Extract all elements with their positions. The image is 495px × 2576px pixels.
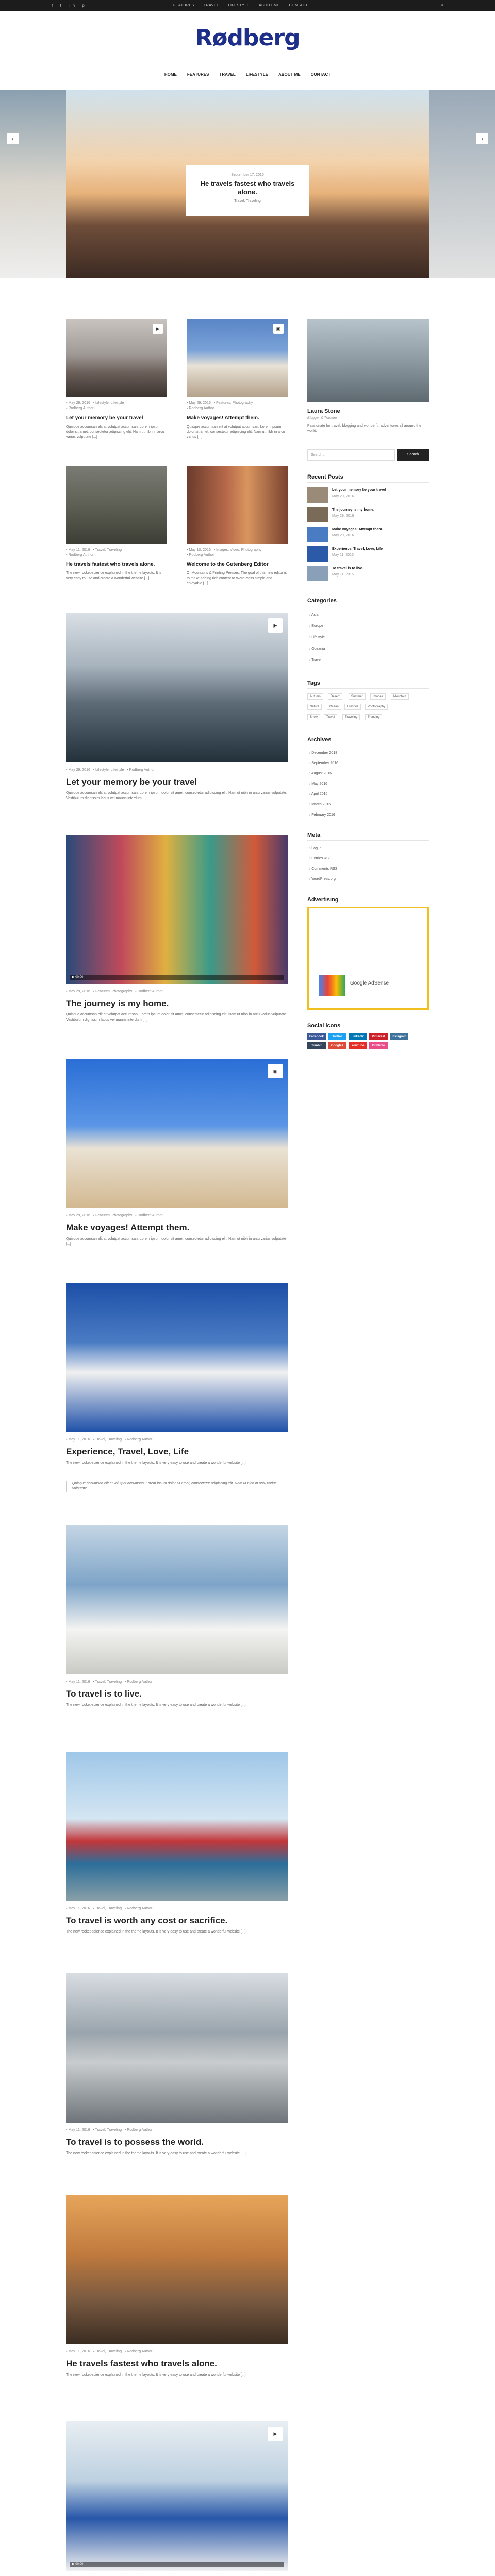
recent-title[interactable]: Let your memory be your travel xyxy=(332,488,386,492)
slide-date: September 17, 2016 xyxy=(231,173,264,177)
post-meta: ▪ May 11, 2016 ▪ Travel, Traveling ▪ Rodberg Author xyxy=(66,548,122,557)
widget-title-advertising: Advertising xyxy=(307,896,339,903)
nav-item[interactable]: HOME xyxy=(164,72,177,77)
tag-link[interactable]: Lifestyle xyxy=(344,704,361,710)
slider-next-arrow-icon[interactable]: › xyxy=(476,133,488,144)
recent-title[interactable]: To travel is to live. xyxy=(332,567,364,570)
post-author[interactable]: Rodberg Author xyxy=(137,1214,163,1217)
post-excerpt: Quisque accumsan elit at volutpat accumsan. Lorem ipsum dolor sit amet, consectetur adipiscing elit. Nam ut nibh in arcu varius [...] xyxy=(187,425,285,439)
archive-link[interactable]: › February 2016 xyxy=(309,813,335,817)
meta-link[interactable]: › Log in xyxy=(309,846,322,850)
ad-logo-icon xyxy=(319,975,345,996)
post-video[interactable] xyxy=(66,2421,288,2571)
author-photo xyxy=(307,319,429,402)
post-category[interactable]: Features, Photography xyxy=(95,990,133,993)
nav-item[interactable]: FEATURES xyxy=(187,72,209,77)
video-icon: ▶ xyxy=(268,2427,283,2441)
post-excerpt: The new rocket-science explained in the theme layouts. It is very easy to use and create a wonderful website [...] xyxy=(66,1461,246,1465)
dribbble-button[interactable]: Dribbble xyxy=(369,1042,388,1049)
post-meta: ▪ May 29, 2016 ▪ Lifestyle, Lifestyle ▪ Rodberg Author xyxy=(66,401,124,410)
post-thumbnail[interactable] xyxy=(66,613,288,762)
tag-link[interactable]: Snow xyxy=(307,714,320,720)
widget-title-tags: Tags xyxy=(307,680,320,686)
tag-link[interactable]: Nature xyxy=(307,704,322,710)
post-meta: ▪ May 11, 2016 ▪ Travel, Traveling ▪ Rodberg Author xyxy=(66,1907,153,1910)
youtube-button[interactable]: YouTube xyxy=(349,1042,367,1049)
facebook-button[interactable]: Facebook xyxy=(307,1033,326,1040)
post-excerpt: Quisque accumsan elit at volutpat accumsan. Lorem ipsum dolor sit amet, consectetur adipiscing elit. Nam ut nibh in arcu varius vulputate [...] xyxy=(66,1237,286,1246)
post-thumbnail[interactable] xyxy=(66,319,167,397)
twitter-button[interactable]: Twitter xyxy=(328,1033,346,1040)
sidebar-search-button[interactable]: Search xyxy=(397,449,429,461)
tag-link[interactable]: Traveling xyxy=(342,714,360,720)
post-excerpt: The new rocket-science explained in the theme layouts. It is very easy to use and create a wonderful website [...] xyxy=(66,571,162,580)
nav-item[interactable]: ABOUT ME xyxy=(278,72,301,77)
post-title[interactable]: Welcome to the Gutenberg Editor xyxy=(187,562,269,567)
video-controls[interactable]: ▶ 00:00 xyxy=(70,975,284,980)
post-meta: ▪ May 11, 2016 ▪ Travel, Traveling ▪ Rodberg Author xyxy=(66,2350,153,2353)
post-author[interactable]: Rodberg Author xyxy=(68,553,94,557)
archive-link[interactable]: › December 2018 xyxy=(309,751,338,755)
post-author[interactable]: Rodberg Author xyxy=(127,1907,153,1910)
post-thumbnail[interactable] xyxy=(66,466,167,544)
archive-link[interactable]: › September 2016 xyxy=(309,761,339,765)
recent-thumb[interactable] xyxy=(307,487,328,503)
main-nav xyxy=(0,72,495,77)
meta-link[interactable]: › Comments RSS xyxy=(309,867,338,871)
search-icon[interactable]: ⌕ xyxy=(441,3,443,7)
top-menu-item[interactable]: LIFESTYLE xyxy=(228,4,250,7)
recent-date: May 11, 2016 xyxy=(332,553,354,557)
post-author[interactable]: Rodberg Author xyxy=(189,406,214,410)
post-quote: Quisque accumsan elit at volutpat accumsan. Lorem ipsum dolor sit amet, consectetur adipiscing elit. Nam ut nibh in arcu varius vulputate. xyxy=(66,1481,288,1492)
post-author[interactable]: Rodberg Author xyxy=(127,2350,153,2353)
post-thumbnail[interactable] xyxy=(66,1525,288,1674)
recent-date: May 29, 2016 xyxy=(332,534,354,537)
archive-link[interactable]: › April 2016 xyxy=(309,792,328,796)
post-meta: ▪ May 11, 2016 ▪ Travel, Traveling ▪ Rodberg Author xyxy=(66,1438,153,1442)
post-meta: ▪ May 29, 2016 ▪ Features, Photography ▪ Rodberg Author xyxy=(66,1214,163,1217)
nav-item[interactable]: TRAVEL xyxy=(219,72,236,77)
linkedin-button[interactable]: LinkedIn xyxy=(349,1033,367,1040)
post-date: May 11, 2016 xyxy=(68,1438,90,1442)
slide-caption[interactable] xyxy=(186,165,309,216)
widget-title-archives: Archives xyxy=(307,737,332,743)
site-logo[interactable]: Rødberg xyxy=(195,25,300,51)
slide-title[interactable]: He travels fastest who travels alone. xyxy=(200,180,295,196)
widget-title-categories: Categories xyxy=(307,598,337,604)
recent-thumb[interactable] xyxy=(307,527,328,542)
post-author[interactable]: Rodberg Author xyxy=(129,768,155,772)
post-category[interactable]: Travel, Traveling xyxy=(95,1907,122,1910)
top-social-icons[interactable]: f t in p xyxy=(52,3,88,8)
author-name: Laura Stone xyxy=(307,408,340,414)
post-title[interactable]: The journey is my home. xyxy=(66,998,169,1008)
post-date: May 11, 2016 xyxy=(68,1680,90,1684)
post-meta: ▪ May 29, 2016 ▪ Features, Photography ▪ Rodberg Author xyxy=(66,990,163,993)
recent-thumb[interactable] xyxy=(307,566,328,581)
post-category[interactable]: Travel, Traveling xyxy=(95,1680,122,1684)
post-date: May 29, 2016 xyxy=(68,990,90,993)
post-excerpt: The new rocket-science explained in the theme layouts. It is very easy to use and create a wonderful website [...] xyxy=(66,2373,246,2377)
top-menu-item[interactable]: FEATURES xyxy=(173,4,194,7)
ad-text: Google AdSense xyxy=(350,980,389,986)
post-title[interactable]: To travel is to live. xyxy=(66,1689,142,1699)
post-excerpt: Quisque accumsan elit at volutpat accumsan. Lorem ipsum dolor sit amet, consectetur adipiscing elit. Nam ut nibh in arcu varius vulputate. Vestibulum dignissim lacus vel mauris interdum [...] xyxy=(66,791,287,800)
recent-date: May 29, 2016 xyxy=(332,514,354,518)
post-date: May 11, 2016 xyxy=(68,2128,90,2132)
category-link[interactable]: › Asia xyxy=(309,613,319,617)
post-title[interactable]: To travel is worth any cost or sacrifice. xyxy=(66,1916,228,1925)
post-date: May 11, 2016 xyxy=(68,1907,90,1910)
post-category[interactable]: Travel, Traveling xyxy=(95,1438,122,1442)
post-meta: ▪ May 10, 2016 ▪ Images, Video, Photography ▪ Rodberg Author xyxy=(187,548,262,557)
recent-title[interactable]: Experience, Travel, Love, Life xyxy=(332,547,383,551)
post-date: May 29, 2016 xyxy=(68,401,90,405)
tag-link[interactable]: Trending xyxy=(365,714,382,720)
post-category[interactable]: Images, Video, Photography xyxy=(216,548,262,552)
video-controls[interactable]: ▶ 00:00 xyxy=(70,2562,284,2567)
category-link[interactable]: › Europe xyxy=(309,624,323,628)
divider xyxy=(307,482,429,483)
post-excerpt: Quisque accumsan elit at volutpat accumsan. Lorem ipsum dolor sit amet, consectetur adipiscing elit. Nam ut nibh in arcu varius vulputate [...] xyxy=(66,425,164,439)
post-meta: ▪ May 11, 2016 ▪ Travel, Traveling ▪ Rodberg Author xyxy=(66,2128,153,2132)
post-author[interactable]: Rodberg Author xyxy=(127,2128,153,2132)
nav-item[interactable]: LIFESTYLE xyxy=(245,72,268,77)
post-date: May 11, 2016 xyxy=(68,2350,90,2353)
slider-prev-arrow-icon[interactable]: ‹ xyxy=(7,133,19,144)
post-category[interactable]: Travel, Traveling xyxy=(95,2128,122,2132)
image-icon: ▣ xyxy=(268,1064,283,1078)
post-author[interactable]: Rodberg Author xyxy=(189,553,214,557)
post-video[interactable] xyxy=(66,835,288,984)
post-category[interactable]: Travel, Traveling xyxy=(95,548,122,552)
tag-link[interactable]: Summer xyxy=(349,693,366,700)
post-date: May 11, 2016 xyxy=(68,548,90,552)
post-date: May 29, 2016 xyxy=(68,1214,90,1217)
author-role: Blogger & Traveler xyxy=(307,416,337,420)
post-date: May 10, 2016 xyxy=(189,548,211,552)
top-menu-item[interactable]: CONTACT xyxy=(289,4,308,7)
ad-banner[interactable] xyxy=(307,907,429,1010)
tumblr-button[interactable]: Tumblr xyxy=(307,1042,326,1049)
meta-link[interactable]: › Entries RSS xyxy=(309,857,332,860)
video-icon: ▶ xyxy=(153,324,163,334)
tag-link[interactable]: Autumn xyxy=(307,693,323,700)
recent-date: May 29, 2016 xyxy=(332,495,354,498)
top-bar xyxy=(0,0,495,11)
post-author[interactable]: Rodberg Author xyxy=(68,406,94,410)
tag-link[interactable]: Desert xyxy=(328,693,342,700)
post-category[interactable]: Travel, Traveling xyxy=(95,2350,122,2353)
recent-thumb[interactable] xyxy=(307,507,328,522)
recent-date: May 11, 2016 xyxy=(332,573,354,577)
recent-title[interactable]: The journey is my home. xyxy=(332,508,375,512)
category-link[interactable]: › Lifestyle xyxy=(309,636,325,639)
tag-link[interactable]: Ocean xyxy=(327,704,341,710)
post-category[interactable]: Features, Photography xyxy=(216,401,253,405)
post-thumbnail[interactable] xyxy=(66,1973,288,2123)
post-category[interactable]: Lifestyle, Lifestyle xyxy=(95,768,124,772)
recent-thumb[interactable] xyxy=(307,546,328,562)
googleplus-button[interactable]: Google+ xyxy=(328,1042,346,1049)
post-meta: ▪ May 11, 2016 ▪ Travel, Traveling ▪ Rodberg Author xyxy=(66,1680,153,1684)
tag-link[interactable]: Mountain xyxy=(391,693,409,700)
post-excerpt: The new rocket-science explained in the theme layouts. It is very easy to use and create a wonderful website [...] xyxy=(66,1930,246,1934)
post-meta: ▪ May 29, 2016 ▪ Features, Photography ▪ Rodberg Author xyxy=(187,401,253,410)
top-menu-item[interactable]: ABOUT ME xyxy=(259,4,280,7)
post-title[interactable]: To travel is to possess the world. xyxy=(66,2137,204,2147)
post-thumbnail[interactable] xyxy=(66,1283,288,1432)
post-title[interactable]: Experience, Travel, Love, Life xyxy=(66,1447,189,1456)
post-title[interactable]: Make voyages! Attempt them. xyxy=(187,415,259,421)
post-date: May 29, 2016 xyxy=(189,401,211,405)
archive-link[interactable]: › March 2016 xyxy=(309,803,331,806)
post-thumbnail[interactable] xyxy=(187,319,288,397)
post-category[interactable]: Lifestyle, Lifestyle xyxy=(95,401,124,405)
post-thumbnail[interactable] xyxy=(66,1752,288,1901)
meta-link[interactable]: › WordPress.org xyxy=(309,877,336,881)
pinterest-button[interactable]: Pinterest xyxy=(369,1033,388,1040)
category-link[interactable]: › Travel xyxy=(309,658,322,662)
category-link[interactable]: › Oceania xyxy=(309,647,325,651)
post-excerpt: Quisque accumsan elit at volutpat accumsan. Lorem ipsum dolor sit amet, consectetur adipiscing elit. Nam ut nibh in arcu varius vulputate. Vestibulum dignissim lacus vel mauris interdum [...] xyxy=(66,1013,287,1022)
slide-prev-image xyxy=(0,90,66,278)
post-date: May 29, 2016 xyxy=(68,768,90,772)
instagram-button[interactable]: Instagram xyxy=(390,1033,408,1040)
featured-slider xyxy=(0,90,495,278)
author-bio: Passionate for travel, blogging and wonderful adventures all around the world. xyxy=(307,424,422,433)
post-excerpt: The new rocket-science explained in the theme layouts. It is very easy to use and create a wonderful website [...] xyxy=(66,1703,246,1707)
divider xyxy=(307,688,429,689)
post-meta: ▪ May 29, 2016 ▪ Lifestyle, Lifestyle ▪ Rodberg Author xyxy=(66,768,155,772)
top-menu-item[interactable]: TRAVEL xyxy=(203,4,219,7)
post-title[interactable]: He travels fastest who travels alone. xyxy=(66,562,155,567)
video-icon: ▶ xyxy=(268,618,283,633)
post-author[interactable]: Rodberg Author xyxy=(127,1438,153,1442)
tag-link[interactable]: Photography xyxy=(365,704,388,710)
recent-title[interactable]: Make voyages! Attempt them. xyxy=(332,528,383,531)
image-icon: ▣ xyxy=(273,324,284,334)
top-menu xyxy=(173,4,308,7)
post-author[interactable]: Rodberg Author xyxy=(137,990,163,993)
post-thumbnail[interactable] xyxy=(66,1059,288,1208)
sidebar-search-input[interactable]: Search... xyxy=(307,449,395,461)
post-thumbnail[interactable] xyxy=(66,2195,288,2344)
widget-title-recent: Recent Posts xyxy=(307,474,343,480)
post-category[interactable]: Features, Photography xyxy=(95,1214,133,1217)
post-thumbnail[interactable] xyxy=(187,466,288,544)
post-title[interactable]: Let your memory be your travel xyxy=(66,777,197,787)
post-title[interactable]: Let your memory be your travel xyxy=(66,415,143,421)
slide-category[interactable]: Travel, Traveling xyxy=(234,199,261,203)
post-title[interactable]: He travels fastest who travels alone. xyxy=(66,2359,217,2368)
widget-title-social: Social icons xyxy=(307,1023,341,1029)
nav-item[interactable]: CONTACT xyxy=(310,72,331,77)
post-excerpt: Of Mountains & Printing Presses. The goal of this new editor is to make adding rich content to WordPress simple and enjoyable [...] xyxy=(187,571,287,585)
slide-next-image xyxy=(429,90,495,278)
divider xyxy=(307,840,429,841)
archive-link[interactable]: › May 2016 xyxy=(309,782,328,786)
archive-link[interactable]: › August 2016 xyxy=(309,772,332,775)
tag-link[interactable]: Images xyxy=(370,693,386,700)
tag-link[interactable]: Travel xyxy=(324,714,337,720)
post-title[interactable]: Make voyages! Attempt them. xyxy=(66,1223,190,1232)
widget-title-meta: Meta xyxy=(307,832,321,838)
post-author[interactable]: Rodberg Author xyxy=(127,1680,153,1684)
post-excerpt: The new rocket-science explained in the theme layouts. It is very easy to use and create a wonderful website [...] xyxy=(66,2151,246,2155)
